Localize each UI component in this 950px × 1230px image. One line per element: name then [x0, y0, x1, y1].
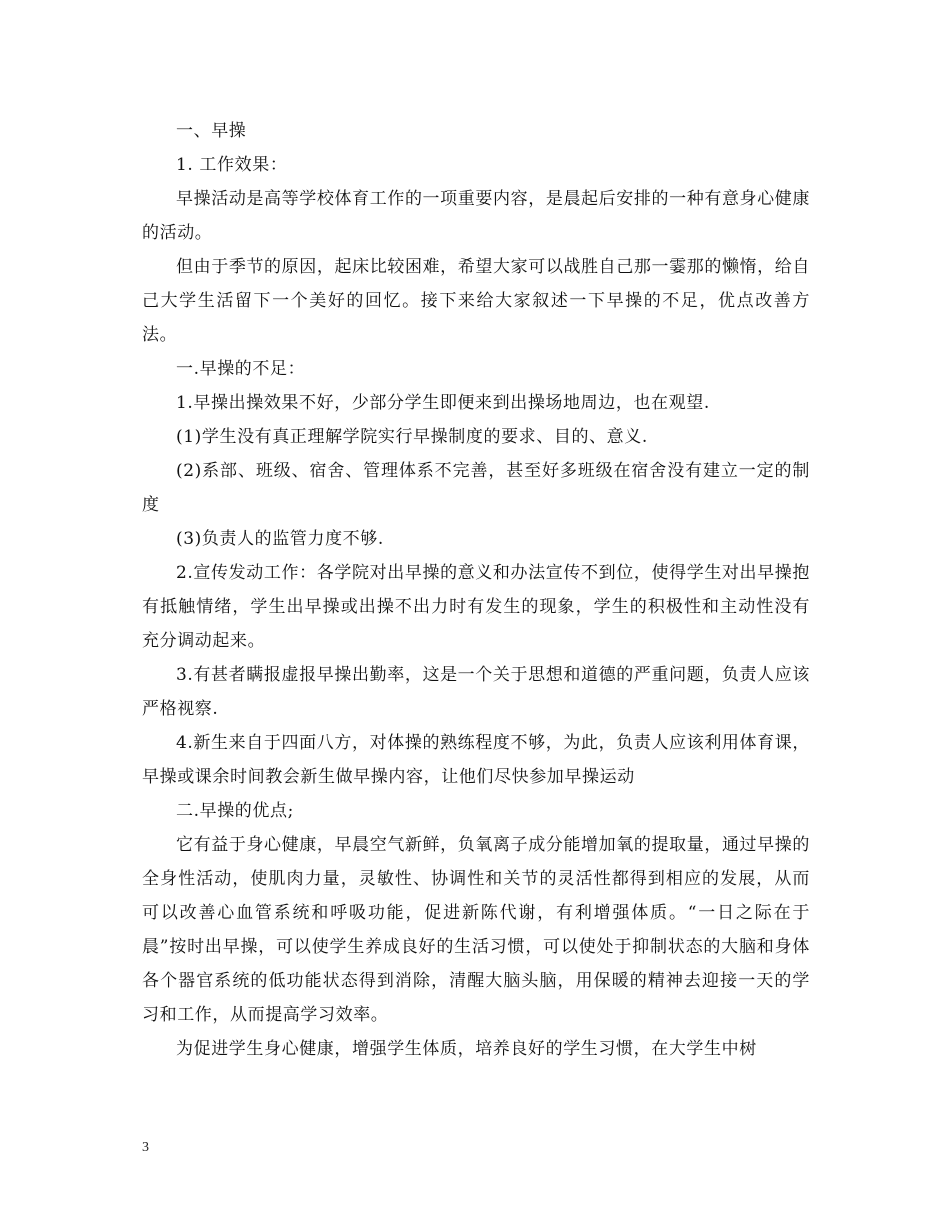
- section-heading-morning-exercise: 一、早操: [176, 121, 247, 141]
- list-item-4: 4.新生来自于四面八方，对体操的熟练程度不够，为此，负责人应该利用体育课，早操或课余时间教会新生做早操内容，让他们尽快参加早操运动: [142, 733, 810, 787]
- list-subitem-1: (1)学生没有真正理解学院实行早操制度的要求、目的、意义.: [176, 427, 648, 447]
- list-item-3: 3.有甚者瞒报虚报早操出勤率，这是一个关于思想和道德的严重问题，负责人应该严格视察.: [142, 665, 810, 719]
- subheading-shortcomings: 一.早操的不足：: [176, 359, 306, 379]
- page-number: 3: [142, 1140, 149, 1155]
- subheading-advantages: 二.早操的优点;: [176, 801, 294, 821]
- paragraph-closing: 为促进学生身心健康，增强学生体质，培养良好的学生习惯，在大学生中树: [176, 1039, 757, 1059]
- document-body: [142, 114, 810, 1066]
- paragraph-benefits: 它有益于身心健康，早晨空气新鲜，负氧离子成分能增加氧的提取量，通过早操的全身性活动，使肌肉力量，灵敏性、协调性和关节的灵活性都得到相应的发展，从而可以改善心血管系统和呼吸功能，促进新陈代谢，有利增强体质。“一日之际在于晨”按时出早操，可以使学生养成良好的生活习惯，可以使处于抑制状态的大脑和身体各个器官系统的低功能状态得到消除，清醒大脑头脑，用保暖的精神去迎接一天的学习和工作，从而提高学习效率。: [142, 835, 810, 1025]
- list-subitem-2: (2)系部、班级、宿舍、管理体系不完善，甚至好多班级在宿舍没有建立一定的制度: [142, 461, 810, 515]
- list-item-2: 2.宣传发动工作：各学院对出早操的意义和办法宣传不到位，使得学生对出早操抱有抵触情绪，学生出早操或出操不出力时有发生的现象，学生的积极性和主动性没有充分调动起来。: [142, 563, 810, 651]
- list-subitem-3: (3)负责人的监管力度不够.: [176, 529, 384, 549]
- subheading-work-effect: 1. 工作效果：: [176, 155, 288, 175]
- paragraph-season: 但由于季节的原因，起床比较困难，希望大家可以战胜自己那一霎那的懒惰，给自己大学生活留下一个美好的回忆。接下来给大家叙述一下早操的不足，优点改善方法。: [142, 257, 810, 345]
- list-item-1: 1.早操出操效果不好，少部分学生即便来到出操场地周边，也在观望.: [176, 393, 710, 413]
- paragraph-intro: 早操活动是高等学校体育工作的一项重要内容，是晨起后安排的一种有意身心健康的活动。: [142, 189, 810, 243]
